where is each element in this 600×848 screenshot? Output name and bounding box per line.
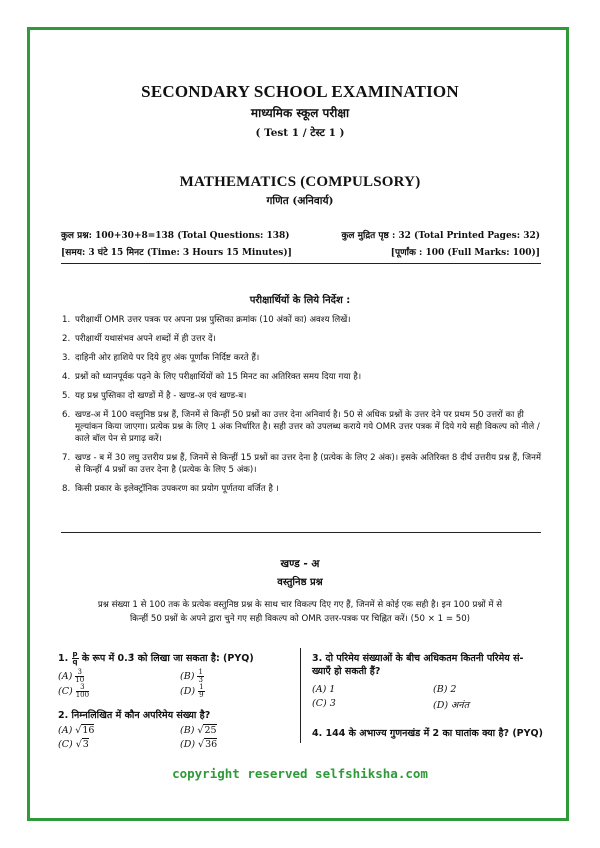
- question-4: 4. 144 के अभाज्य गुणनखंड में 2 का घातांक क्या है? (PYQ): [312, 728, 543, 739]
- option-a: (A) √16: [58, 725, 95, 736]
- option-b: (B) 2: [433, 684, 457, 695]
- list-item: 7. खण्ड - ब में 30 लघु उत्तरीय प्रश्न हैं, जिनमें से किन्हीं 15 प्रश्नों का उत्तर देना है (प्रत्येक के लिए 2 अंक)। इसके अतिरिक्त 8 दीर्घ उत्तरीय प्रश्न हैं, जिनमें से किन्हीं 4 प्रश्नों का उत्तर देना है (प्रत्येक के लिए 5 अंक)।: [62, 453, 542, 475]
- copyright-footer: copyright reserved selfshiksha.com: [172, 766, 428, 781]
- option-c: (C) $\frac{3}{100}$: [58, 683, 90, 699]
- section-title: खण्ड - अ: [280, 558, 320, 570]
- list-item: 4. प्रश्नों को ध्यानपूर्वक पढ़ने के लिए परीक्षार्थियों को 15 मिनट का अतिरिक्त समय दिया गया है।: [62, 372, 362, 382]
- exam-title-hindi: माध्यमिक स्कूल परीक्षा: [250, 106, 350, 120]
- total-questions: कुल प्रश्न: 100+30+8=138 (Total Questions: 138): [61, 231, 290, 241]
- list-item: 1. परीक्षार्थी OMR उत्तर पत्रक पर अपना प्रश्न पुस्तिका क्रमांक (10 अंकों का) अवश्य लिखें।: [62, 315, 351, 325]
- full-marks: [पूर्णांक : 100 (Full Marks: 100)]: [390, 248, 540, 258]
- instructions-list: [62, 314, 542, 502]
- divider: [61, 263, 541, 264]
- exam-title: SECONDARY SCHOOL EXAMINATION: [141, 82, 459, 101]
- question-3-line-1: 3. दो परिमेय संख्याओं के बीच अधिकतम कितनी परिमेय सं-: [312, 653, 524, 664]
- list-item: 5. यह प्रश्न पुस्तिका दो खण्डों में है - खण्ड-अ एवं खण्ड-ब।: [62, 391, 247, 401]
- option-d: (D) √36: [180, 739, 218, 750]
- column-divider: [300, 648, 301, 743]
- option-b: (B) $\frac{1}{3}$: [180, 668, 203, 684]
- section-note-line-1: प्रश्न संख्या 1 से 100 तक के प्रत्येक वस्तुनिष्ठ प्रश्न के साथ चार विकल्प दिए गए हैं, जिनमें से कोई एक सही है। इन 100 प्रश्नों में से: [97, 600, 503, 610]
- option-c: (C) 3: [312, 698, 336, 709]
- option-d: (D) $\frac{1}{9}$: [180, 683, 204, 699]
- divider: [61, 532, 541, 533]
- question-2: 2. निम्नलिखित में कौन अपरिमेय संख्या है?: [58, 710, 211, 721]
- fraction: $\frac{p}{q}$: [72, 650, 78, 666]
- section-note-line-2: किन्हीं 50 प्रश्नों के अपने द्वारा चुने गए सही विकल्प को OMR उत्तर-पत्रक पर चिह्नित करें। (50 × 1 = 50): [129, 614, 471, 624]
- list-item: 8. किसी प्रकार के इलेक्ट्रॉनिक उपकरण का प्रयोग पूर्णतया वर्जित है ।: [62, 484, 279, 494]
- list-item: 6. खण्ड-अ में 100 वस्तुनिष्ठ प्रश्न हैं, जिनमें से किन्हीं 50 प्रश्नों का उत्तर देना अनिवार्य है। 50 से अधिक प्रश्नों के उत्तर देने पर प्रथम 50 उत्तरों का ही मूल्यांकन किया जाएगा। प्रत्येक प्रश्न के लिए 1 अंक निर्धारित है। सही उत्तर को उपलब्ध कराये गये OMR उत्तर पत्रक में दिये गये सही विकल्प को नीले / काले बॉल पेन से प्रगाढ़ करें।: [62, 410, 540, 444]
- subject-title: MATHEMATICS (COMPULSORY): [179, 174, 421, 190]
- test-label: ( Test 1 / टेस्ट 1 ): [255, 127, 345, 139]
- section-subtitle: वस्तुनिष्ठ प्रश्न: [277, 577, 323, 588]
- option-c: (C) √3: [58, 739, 89, 750]
- list-item: 3. दाहिनी ओर हाशिये पर दिये हुए अंक पूर्णांक निर्दिष्ट करते हैं।: [62, 353, 260, 363]
- question-1: 1. $\frac{p}{q}$ के रूप में 0.3̄ को लिखा जा सकता है: (PYQ): [58, 650, 254, 666]
- list-item: 2. परीक्षार्थी यथासंभव अपने शब्दों में ही उत्तर दें।: [62, 334, 216, 344]
- option-b: (B) √25: [180, 725, 217, 736]
- instructions-heading: परीक्षार्थियों के लिये निर्देश :: [249, 295, 351, 306]
- exam-time: [समय: 3 घंटे 15 मिनट (Time: 3 Hours 15 Minutes)]: [61, 248, 292, 258]
- question-3-line-2: ख्याएँ हो सकती हैं?: [312, 666, 381, 677]
- option-a: (A) 1: [312, 684, 336, 695]
- subject-title-hindi: गणित (अनिवार्य): [266, 195, 334, 207]
- option-d: (D) अनंत: [433, 700, 469, 711]
- option-a: (A) $\frac{3}{10}$: [58, 668, 85, 684]
- total-pages: कुल मुद्रित पृष्ठ : 32 (Total Printed Pages: 32): [341, 231, 540, 241]
